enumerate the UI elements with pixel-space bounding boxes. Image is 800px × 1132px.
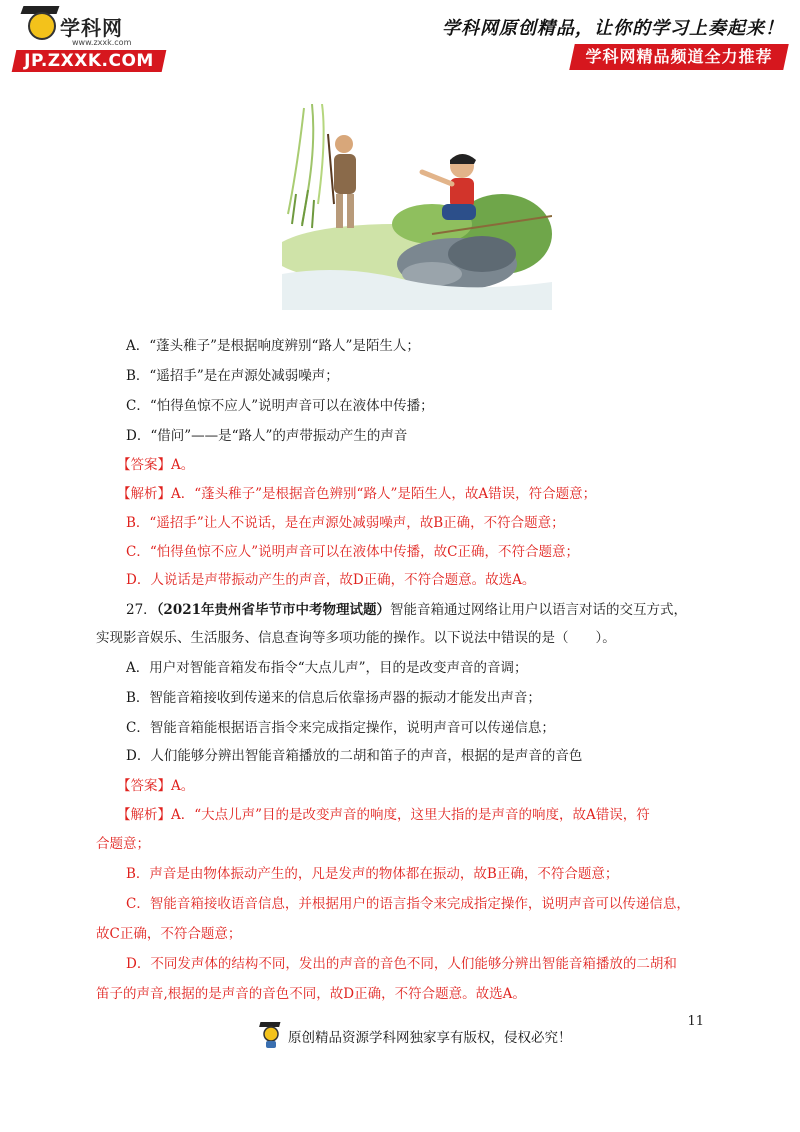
q27-source: （2021年贵州省毕节市中考物理试题） [156, 602, 391, 618]
q26-analysis-line: C．“怕得鱼惊不应人”说明声音可以在液体中传播，故C正确，不符合题意； [126, 544, 579, 560]
q26-option-c: C．“怕得鱼惊不应人”说明声音可以在液体中传播； [126, 398, 434, 414]
q27-option-d: D．人们能够分辨出智能音箱播放的二胡和笛子的声音，根据的是声音的音色 [126, 748, 583, 764]
q26-analysis-line: 【解析】A．“蓬头稚子”是根据音色辨别“路人”是陌生人，故A错误，符合题意； [117, 486, 597, 502]
q27-analysis-line: 【解析】A．“大点儿声”目的是改变声音的响度，这里大指的是声音的响度，故A错误，符 [117, 807, 650, 823]
fishing-boy-illustration [282, 104, 552, 310]
q26-option-a: A．“蓬头稚子”是根据响度辨别“路人”是陌生人； [126, 338, 420, 354]
q27-number: 27． [126, 602, 157, 618]
q27-option-b: B．智能音箱接收到传递来的信息后依靠扬声器的振动才能发出声音； [126, 690, 541, 706]
q26-analysis-line: B．“遥招手”让人不说话，是在声源处减弱噪声，故B正确，不符合题意； [126, 515, 565, 531]
page-number: 11 [687, 1014, 704, 1029]
logo-url: JP.ZXXK.COM [24, 51, 154, 71]
q27-stem: 智能音箱通过网络让用户以语言对话的交互方式， [390, 602, 688, 618]
site-logo[interactable] [14, 10, 164, 72]
q27-analysis-line: 合题意； [96, 836, 150, 852]
q27-option-a: A．用户对智能音箱发布指令“大点儿声”，目的是改变声音的音调； [126, 660, 528, 676]
q26-option-b: B．“遥招手”是在声源处减弱噪声； [126, 368, 339, 384]
q27-option-c: C．智能音箱能根据语言指令来完成指定操作，说明声音可以传递信息； [126, 720, 555, 736]
q26-answer: 【答案】A。 [117, 457, 195, 473]
logo-small-url: www.zxxk.com [72, 38, 132, 47]
mascot-icon [258, 1020, 284, 1050]
q27-answer: 【答案】A。 [117, 778, 195, 794]
q27-analysis-line: 故C正确，不符合题意； [96, 926, 242, 942]
q27-analysis-line: D．不同发声体的结构不同，发出的声音的音色不同，人们能够分辨出智能音箱播放的二胡和 [126, 956, 677, 972]
header-banner: 学科网精品频道全力推荐 [585, 47, 773, 66]
header-slogan: 学科网原创精品，让你的学习上奏起来！ [442, 18, 784, 39]
copyright-notice: 原创精品资源学科网独家享有版权，侵权必究！ [288, 1030, 572, 1046]
q27-stem-line-1 [126, 600, 687, 620]
q26-option-d: D．“借问”——是“路人”的声带振动产生的声音 [126, 428, 408, 444]
logo-name: 学科网 [60, 16, 123, 40]
q27-analysis-line: B．声音是由物体振动产生的，凡是发声的物体都在振动，故B正确，不符合题意； [126, 866, 619, 882]
q27-analysis-line: 笛子的声音,根据的是声音的音色不同，故D正确，不符合题意。故选A。 [96, 986, 526, 1002]
q27-analysis-line: C．智能音箱接收语音信息，并根据用户的语言指令来完成指定操作，说明声音可以传递信息， [126, 896, 690, 912]
q27-stem-line-2: 实现影音娱乐、生活服务、信息查询等多项功能的操作。以下说法中错误的是（ ）。 [96, 630, 616, 646]
q26-analysis-line: D．人说话是声带振动产生的声音，故D正确，不符合题意。故选A。 [126, 572, 536, 588]
mascot-icon [28, 12, 56, 40]
